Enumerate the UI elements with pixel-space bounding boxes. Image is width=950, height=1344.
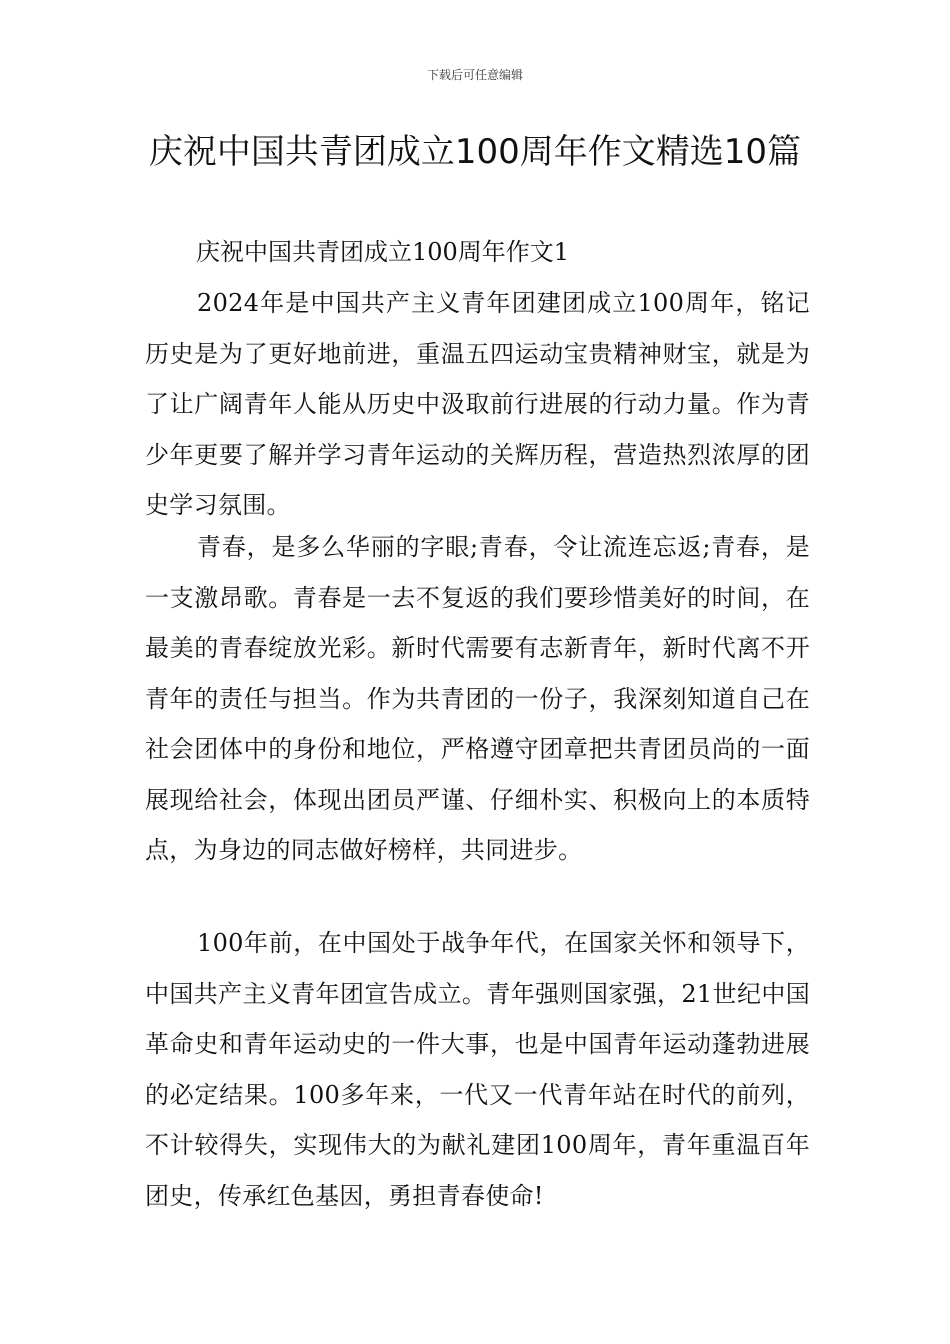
paragraph-1: 2024年是中国共产主义青年团建团成立100周年，铭记历史是为了更好地前进，重温五四运动宝贵精神财宝，就是为了让广阔青年人能从历史中汲取前行进展的行动力量。作为青少年更要了解并学习青年运动的关辉历程，营造热烈浓厚的团史学习氛围。 xyxy=(145,289,810,519)
header-note: 下载后可任意编辑 xyxy=(426,68,523,82)
document-title: 庆祝中国共青团成立100周年作文精选10篇 xyxy=(148,132,802,172)
essay-subtitle: 庆祝中国共青团成立100周年作文1 xyxy=(196,238,570,266)
paragraph-2: 青春，是多么华丽的字眼;青春，令让流连忘返;青春，是一支激昂歌。青春是一去不复返的我们要珍惜美好的时间，在最美的青春绽放光彩。新时代需要有志新青年，新时代离不开青年的责任与担当。作为共青团的一份子，我深刻知道自己在社会团体中的身份和地位，严格遵守团章把共青团员尚的一面展现给社会，体现出团员严谨、仔细朴实、积极向上的本质特点，为身边的同志做好榜样，共同进步。 xyxy=(145,533,810,864)
paragraph-3: 100年前，在中国处于战争年代，在国家关怀和领导下，中国共产主义青年团宣告成立。青年强则国家强，21世纪中国革命史和青年运动史的一件大事，也是中国青年运动蓬勃进展的必定结果。100多年来，一代又一代青年站在时代的前列，不计较得失，实现伟大的为献礼建团100周年，青年重温百年团史，传承红色基因，勇担青春使命! xyxy=(145,929,810,1210)
